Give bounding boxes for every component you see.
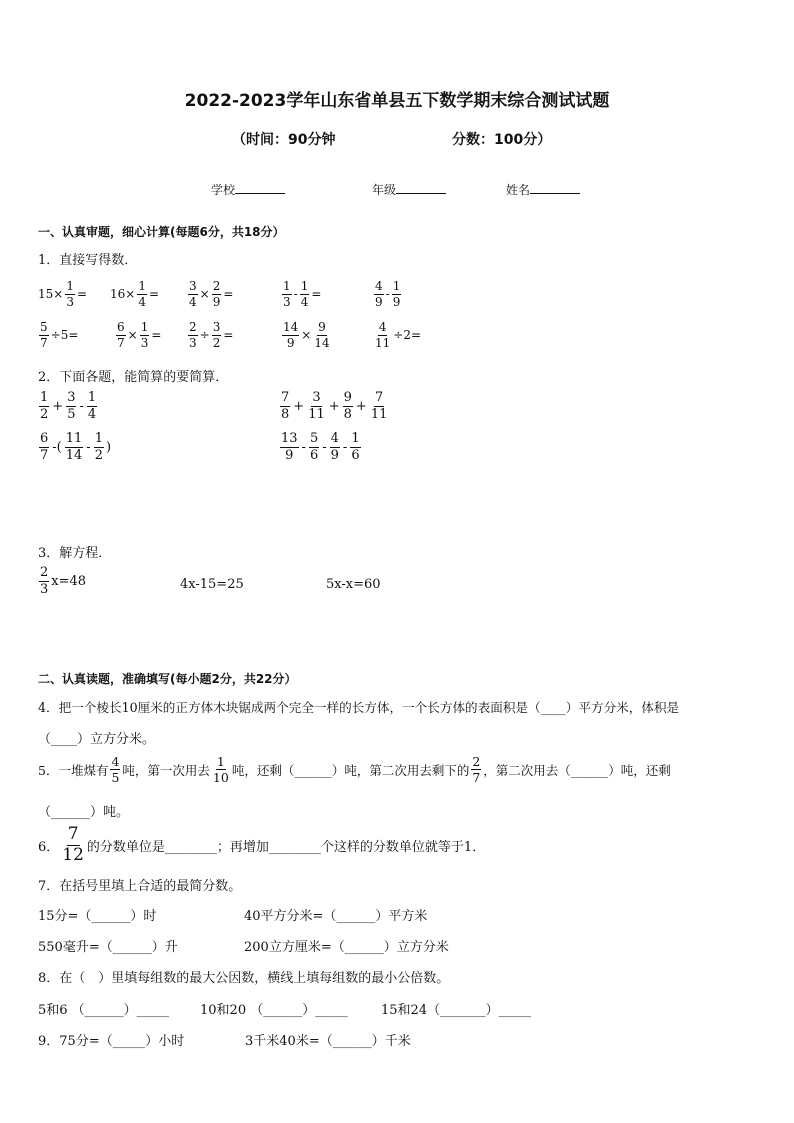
q9-b: 3千米40米=（______）千米 [245,1034,411,1049]
q1-r2-a: $\frac{5}{7}$ ÷5= [40,320,79,350]
q1-r2-d: $\frac{14}{9}$ × $\frac{9}{14}$ [283,320,330,350]
exam-time: （时间：90分钟 [232,132,336,148]
q7-label: 7．在括号里填上合适的最简分数。 [38,879,242,894]
q2-d: $\frac{13}{9}$ - $\frac{5}{6}$ - $\frac{4}{9}$ - $\frac{1}{6}$ [281,431,360,463]
section2-heading: 二、认真读题，准确填写(每小题2分，共22分） [38,672,297,686]
q5-line2: （______）吨。 [38,805,130,820]
q3-a: $\frac{2}{3}$ x=48 [40,565,87,597]
q1-r1-e: $\frac{4}{9}$ - $\frac{1}{9}$ [375,279,401,309]
q4-line1: 4．把一个棱长10厘米的正方体木块锯成两个完全一样的长方体，一个长方体的表面积是（____）平方分米，体积是 [38,700,680,715]
q7-d: 200立方厘米=（______）立方分米 [244,940,449,955]
grade-blank[interactable] [396,181,446,194]
page-title: 2022-2023学年山东省单县五下数学期末综合测试试题 [184,91,610,111]
q1-r1-c: $\frac{3}{4}$ × $\frac{2}{9}$ = [189,279,234,309]
q8-label: 8．在（ ）里填每组数的最大公因数，横线上填每组数的最小公倍数。 [38,971,450,986]
q2-label: 2．下面各题，能简算的要简算． [38,370,229,385]
q3-c: 5x-x=60 [326,577,381,592]
school-blank[interactable] [235,181,285,194]
q1-r2-b: $\frac{6}{7}$ × $\frac{1}{3}$ = [117,320,162,350]
q3-label: 3．解方程． [38,546,112,561]
q7-b: 40平方分米=（______）平方米 [244,909,428,924]
grade-label: 年级 [372,183,397,197]
school-label: 学校 [211,183,236,197]
section1-heading: 一、认真审题，细心计算(每题6分，共18分） [38,225,285,239]
q1-r2-e: $\frac{4}{11}$ ÷2= [375,320,422,350]
q7-c: 550毫升=（______）升 [38,940,178,955]
q4-line2: （____）立方分米。 [38,732,156,747]
q8-c: 15和24（_______）_____ [381,1003,532,1018]
q1-r1-d: $\frac{1}{3}$ - $\frac{1}{4}$ = [283,279,322,309]
q2-a: $\frac{1}{2}$ + $\frac{3}{5}$ - $\frac{1}{4}$ [40,390,97,422]
q1-r1-a: 15× $\frac{1}{3}$ = [38,279,88,309]
q9-a: 9．75分=（_____）小时 [38,1034,185,1049]
q8-b: 10和20 （______）_____ [200,1003,348,1018]
name-field[interactable] [506,181,580,198]
exam-score: 分数：100分） [452,132,552,148]
q1-r2-c: $\frac{2}{3}$ ÷ $\frac{3}{2}$ = [189,320,234,350]
q2-c: $\frac{6}{7}$ -( $\frac{11}{14}$ - $\frac{1}{2}$ ) [40,431,112,463]
school-field[interactable] [211,181,285,198]
q6: 6． $\frac{7}{12}$ 的分数单位是________；再增加________个这样的分数单位就等于1． [38,824,486,865]
q7-a: 15分=（______）时 [38,909,157,924]
q1-label: 1．直接写得数． [38,253,138,268]
name-blank[interactable] [530,181,580,194]
q5-line1: 5．一堆煤有 $\frac{4}{5}$ 吨，第一次用去 $\frac{1}{10}$ 吨，还剩（______）吨，第二次用去剩下的 $\frac{2}{7}$ ，第二次用去（______）吨，还剩 [38,754,671,786]
q3-b: 4x-15=25 [180,577,244,592]
name-label: 姓名 [506,183,531,197]
grade-field[interactable] [372,181,446,198]
q8-a: 5和6 （______）_____ [38,1003,170,1018]
q1-r1-b: 16× $\frac{1}{4}$ = [110,279,160,309]
q2-b: $\frac{7}{8}$ + $\frac{3}{11}$ + $\frac{9}{8}$ + $\frac{7}{11}$ [281,390,388,422]
